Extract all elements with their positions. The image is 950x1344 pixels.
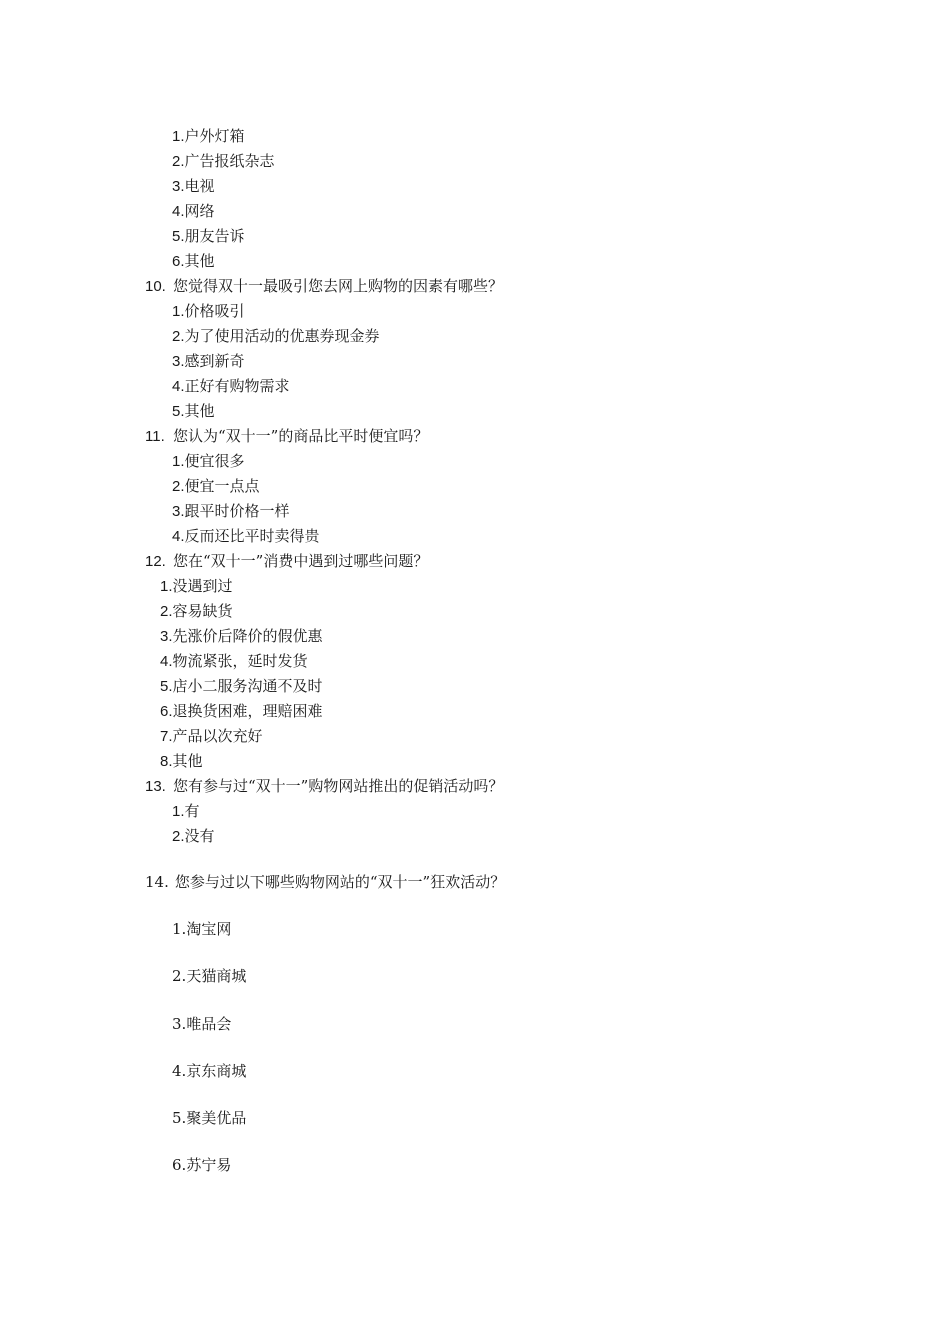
option-number: 7. xyxy=(160,728,173,745)
q11-option-1 xyxy=(172,449,245,473)
option-number: 4. xyxy=(172,528,185,545)
option-text: 其他 xyxy=(184,402,215,420)
option-number: 5. xyxy=(160,678,173,695)
option-text: 没遇到过 xyxy=(172,577,233,595)
option-number: 2. xyxy=(172,328,185,345)
q10-option-3 xyxy=(172,349,245,373)
q12-option-6 xyxy=(160,699,323,723)
option-text: 反而还比平时卖得贵 xyxy=(184,527,320,545)
question-text: 您有参与过“双十一”购物网站推出的促销活动吗？ xyxy=(173,777,504,795)
q13-option-2 xyxy=(172,824,215,848)
option-text: 退换货困难，理赔困难 xyxy=(172,702,323,720)
q12-option-2 xyxy=(160,599,233,623)
question-13 xyxy=(145,774,503,798)
option-number: 1. xyxy=(172,453,185,470)
q10-option-1 xyxy=(172,299,245,323)
option-number: 4. xyxy=(172,203,185,220)
question-12 xyxy=(145,549,428,573)
question-text: 您参与过以下哪些购物网站的“双十一”狂欢活动？ xyxy=(174,873,506,891)
option-text: 京东商城 xyxy=(186,1062,247,1080)
q9-option-2 xyxy=(172,149,275,173)
option-text: 物流紧张，延时发货 xyxy=(172,652,308,670)
question-number: 12. xyxy=(145,553,166,570)
option-text: 电视 xyxy=(184,177,215,195)
question-number: 14. xyxy=(145,873,169,891)
option-text: 朋友告诉 xyxy=(184,227,245,245)
q11-option-2 xyxy=(172,474,260,498)
q9-option-5 xyxy=(172,224,245,248)
option-number: 6. xyxy=(172,253,185,270)
option-text: 其他 xyxy=(184,252,215,270)
q11-option-4 xyxy=(172,524,320,548)
question-number: 10. xyxy=(145,278,166,295)
q14-option-1 xyxy=(172,917,231,941)
question-number: 11. xyxy=(145,428,165,445)
option-text: 天猫商城 xyxy=(186,967,247,985)
q12-option-3 xyxy=(160,624,323,648)
option-text: 其他 xyxy=(172,752,203,770)
option-number: 1. xyxy=(172,128,185,145)
option-number: 3. xyxy=(172,353,185,370)
option-number: 4. xyxy=(172,1062,187,1080)
q12-option-4 xyxy=(160,649,308,673)
q9-option-4 xyxy=(172,199,215,223)
option-number: 2. xyxy=(172,967,187,985)
q9-option-1 xyxy=(172,124,245,148)
option-text: 淘宝网 xyxy=(186,920,232,938)
option-text: 网络 xyxy=(184,202,215,220)
option-number: 2. xyxy=(172,153,185,170)
question-number: 13. xyxy=(145,778,166,795)
option-number: 5. xyxy=(172,403,185,420)
option-number: 1. xyxy=(160,578,173,595)
q12-option-1 xyxy=(160,574,233,598)
q12-option-8 xyxy=(160,749,203,773)
q14-option-6 xyxy=(172,1153,231,1177)
option-number: 8. xyxy=(160,753,173,770)
option-text: 跟平时价格一样 xyxy=(184,502,290,520)
option-number: 3. xyxy=(172,178,185,195)
question-10 xyxy=(145,274,503,298)
option-text: 没有 xyxy=(184,827,215,845)
question-text: 您认为“双十一”的商品比平时便宜吗？ xyxy=(173,427,429,445)
option-number: 1. xyxy=(172,920,187,938)
option-text: 为了使用活动的优惠券现金券 xyxy=(184,327,380,345)
question-14 xyxy=(145,870,505,894)
q14-option-4 xyxy=(172,1059,246,1083)
question-text: 您在“双十一”消费中遇到过哪些问题？ xyxy=(173,552,429,570)
q9-option-3 xyxy=(172,174,215,198)
option-text: 容易缺货 xyxy=(172,602,233,620)
option-text: 产品以次充好 xyxy=(172,727,263,745)
option-number: 3. xyxy=(172,1015,187,1033)
option-number: 5. xyxy=(172,1109,187,1127)
option-number: 1. xyxy=(172,303,185,320)
q14-option-3 xyxy=(172,1012,231,1036)
option-number: 2. xyxy=(160,603,173,620)
q12-option-7 xyxy=(160,724,263,748)
option-number: 2. xyxy=(172,478,185,495)
q14-option-2 xyxy=(172,964,246,988)
q10-option-4 xyxy=(172,374,290,398)
q10-option-2 xyxy=(172,324,380,348)
option-number: 4. xyxy=(160,653,173,670)
option-number: 6. xyxy=(160,703,173,720)
option-text: 有 xyxy=(184,802,200,820)
option-text: 价格吸引 xyxy=(184,302,245,320)
option-number: 4. xyxy=(172,378,185,395)
option-text: 正好有购物需求 xyxy=(184,377,290,395)
option-text: 店小二服务沟通不及时 xyxy=(172,677,323,695)
option-number: 2. xyxy=(172,828,185,845)
q11-option-3 xyxy=(172,499,290,523)
option-number: 5. xyxy=(172,228,185,245)
option-number: 3. xyxy=(160,628,173,645)
q14-option-5 xyxy=(172,1106,246,1130)
option-text: 苏宁易 xyxy=(186,1156,232,1174)
option-text: 便宜一点点 xyxy=(184,477,260,495)
q10-option-5 xyxy=(172,399,215,423)
q13-option-1 xyxy=(172,799,200,823)
q12-option-5 xyxy=(160,674,323,698)
option-text: 先涨价后降价的假优惠 xyxy=(172,627,323,645)
option-number: 3. xyxy=(172,503,185,520)
option-number: 1. xyxy=(172,803,185,820)
option-number: 6. xyxy=(172,1156,187,1174)
question-text: 您觉得双十一最吸引您去网上购物的因素有哪些？ xyxy=(173,277,504,295)
question-11 xyxy=(145,424,428,448)
option-text: 感到新奇 xyxy=(184,352,245,370)
option-text: 唯品会 xyxy=(186,1015,232,1033)
option-text: 聚美优品 xyxy=(186,1109,247,1127)
option-text: 户外灯箱 xyxy=(184,127,245,145)
option-text: 便宜很多 xyxy=(184,452,245,470)
q9-option-6 xyxy=(172,249,215,273)
option-text: 广告报纸杂志 xyxy=(184,152,275,170)
